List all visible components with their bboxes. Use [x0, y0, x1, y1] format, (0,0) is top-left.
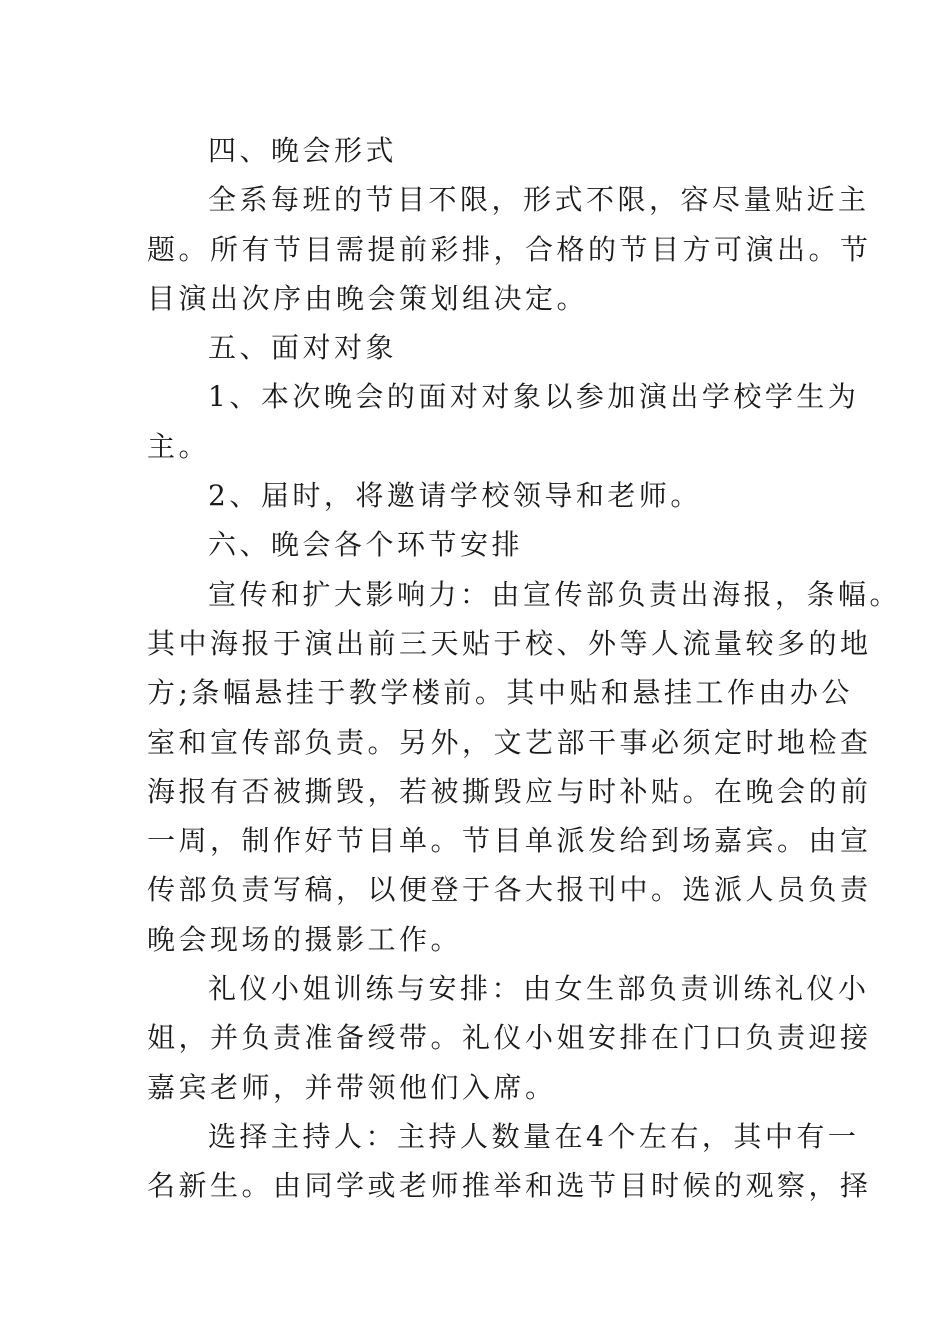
- text-line: 室和宣传部负责。另外，文艺部干事必须定时地检查: [147, 725, 872, 759]
- text-line: 主。: [147, 429, 211, 463]
- text-line: 方;条幅悬挂于教学楼前。其中贴和悬挂工作由办公: [147, 676, 853, 710]
- text-line: 题。所有节目需提前彩排，合格的节目方可演出。节: [147, 232, 872, 266]
- text-line: 全系每班的节目不限，形式不限，容尽量贴近主: [208, 183, 870, 217]
- text-line: 2、届时，将邀请学校领导和老师。: [208, 479, 702, 513]
- text-line: 海报有否被撕毁，若被撕毁应与时补贴。在晚会的前: [147, 774, 872, 808]
- text-line: 目演出次序由晚会策划组决定。: [147, 281, 589, 315]
- text-line: 嘉宾老师，并带领他们入席。: [147, 1070, 557, 1104]
- text-line: 晚会现场的摄影工作。: [147, 922, 463, 956]
- text-line: 四、晚会形式: [208, 134, 398, 167]
- text-line: 六、晚会各个环节安排: [208, 528, 524, 562]
- text-line: 五、面对对象: [208, 331, 398, 365]
- text-line: 选择主持人：主持人数量在4个左右，其中有一: [208, 1119, 860, 1153]
- text-line: 其中海报于演出前三天贴于校、外等人流量较多的地: [147, 626, 872, 660]
- document-body: [147, 126, 902, 1211]
- text-line: 名新生。由同学或老师推举和选节目时候的观察，择: [147, 1169, 872, 1203]
- text-line: 姐，并负责准备绶带。礼仪小姐安排在门口负责迎接: [147, 1021, 872, 1055]
- text-line: 礼仪小姐训练与安排：由女生部负责训练礼仪小: [208, 972, 870, 1006]
- text-line: 传部负责写稿，以便登于各大报刊中。选派人员负责: [147, 873, 872, 907]
- text-line: 一周，制作好节目单。节目单派发给到场嘉宾。由宣: [147, 824, 872, 858]
- text-line: 宣传和扩大影响力：由宣传部负责出海报，条幅。: [208, 577, 902, 611]
- text-line: 1、本次晚会的面对对象以参加演出学校学生为: [208, 380, 860, 414]
